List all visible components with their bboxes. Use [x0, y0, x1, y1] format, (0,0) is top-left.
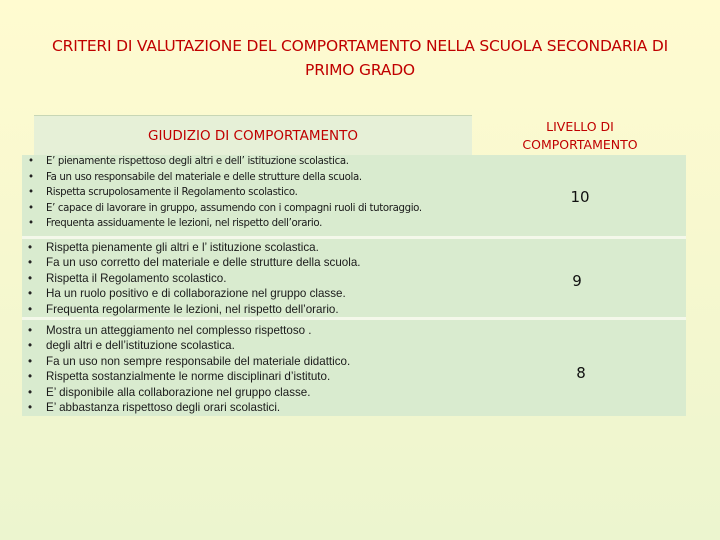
page-title — [20, 34, 700, 82]
giudizio-header: GIUDIZIO DI COMPORTAMENTO — [148, 128, 358, 144]
criteria-item: • Fa un uso responsabile del materiale e delle strutture della scuola. — [28, 170, 422, 186]
criteria-item: • Rispetta scrupolosamente il Regolamento scolastico. — [28, 185, 422, 201]
criteria-list-10 — [28, 154, 422, 232]
livello-header-line-2: COMPORTAMENTO — [522, 137, 638, 152]
grade-value-8: 8 — [576, 364, 586, 382]
criteria-list-8 — [28, 323, 350, 415]
criteria-item: • Rispetta il Regolamento scolastico. — [28, 271, 361, 286]
criteria-item: • Fa un uso corretto del materiale e delle strutture della scuola. — [28, 255, 361, 270]
criteria-item: • Rispetta pienamente gli altri e l’ istituzione scolastica. — [28, 240, 361, 255]
criteria-item: • Mostra un atteggiamento nel complesso rispettoso . — [28, 323, 350, 338]
criteria-list-9 — [28, 240, 361, 317]
criteria-item: • E’ pienamente rispettoso degli altri e dell’ istituzione scolastica. — [28, 154, 422, 170]
title-line-2: PRIMO GRADO — [305, 61, 415, 79]
criteria-item: • degli altri e dell’istituzione scolastica. — [28, 338, 350, 353]
grade-value-9: 9 — [572, 272, 582, 290]
title-line-1: CRITERI DI VALUTAZIONE DEL COMPORTAMENTO NELLA SCUOLA SECONDARIA DI — [52, 37, 668, 55]
criteria-item: • E’ abbastanza rispettoso degli orari scolastici. — [28, 400, 350, 415]
criteria-item: • Ha un ruolo positivo e di collaborazione nel gruppo classe. — [28, 286, 361, 301]
grade-value-10: 10 — [570, 188, 590, 206]
livello-header-line-1: LIVELLO DI — [546, 119, 614, 134]
criteria-item: • Frequenta regolarmente le lezioni, nel rispetto dell’orario. — [28, 302, 361, 317]
criteria-item: • Fa un uso non sempre responsabile del materiale didattico. — [28, 354, 350, 369]
criteria-item: • Frequenta assiduamente le lezioni, nel rispetto dell’orario. — [28, 216, 422, 232]
criteria-item: • E’ capace di lavorare in gruppo, assumendo con i compagni ruoli di tutoraggio. — [28, 201, 422, 217]
livello-header — [480, 118, 680, 154]
criteria-item: • E’ disponibile alla collaborazione nel gruppo classe. — [28, 385, 350, 400]
criteria-item: • Rispetta sostanzialmente le norme disciplinari d’istituto. — [28, 369, 350, 384]
